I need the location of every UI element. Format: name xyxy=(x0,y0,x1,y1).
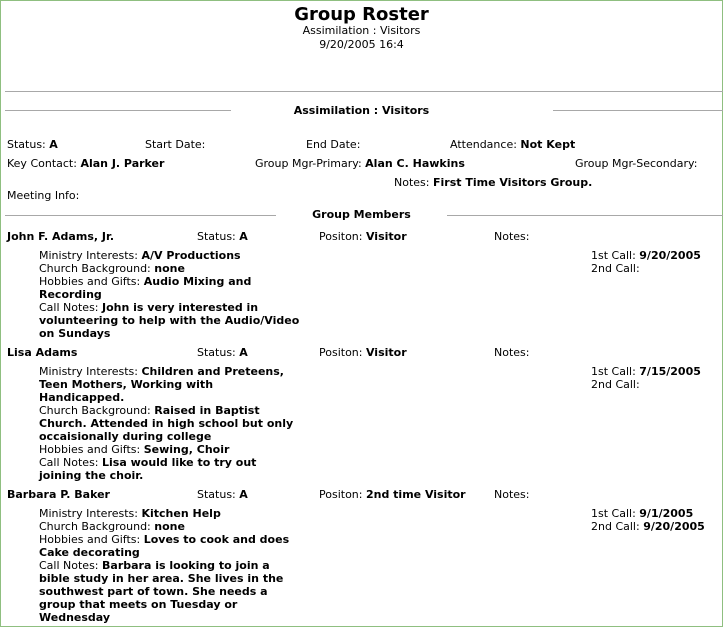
member-call-notes: Call Notes: John is very interested in volunteering to help with the Audio/Video on Sundays xyxy=(39,301,300,340)
report-timestamp: 9/20/2005 16:4 xyxy=(319,38,404,51)
group-mgr-secondary: Group Mgr-Secondary: xyxy=(575,157,698,170)
member-hobbies: Hobbies and Gifts: Loves to cook and does Cake decorating xyxy=(39,533,290,559)
member-name: Lisa Adams xyxy=(7,346,78,359)
member-calls xyxy=(591,249,721,275)
member-church: Church Background: none xyxy=(39,262,185,275)
member-calls xyxy=(591,507,721,533)
group-end-date: End Date: xyxy=(306,138,361,151)
member-call-notes: Call Notes: Barbara is looking to join a bible study in her area. She lives in the southwest part of town. She needs a group that meets on Tuesday or Wednesday xyxy=(39,559,284,624)
header-divider xyxy=(5,91,723,92)
member-hobbies: Hobbies and Gifts: Audio Mixing and Recording xyxy=(39,275,252,301)
members-heading-rule-right xyxy=(447,215,723,216)
member-church: Church Background: none xyxy=(39,520,185,533)
member-first-call: 1st Call: 9/1/2005 xyxy=(591,507,694,520)
group-start-date: Start Date: xyxy=(145,138,206,151)
member-status: Status: A xyxy=(197,230,248,243)
member-hobbies: Hobbies and Gifts: Sewing, Choir xyxy=(39,443,230,456)
member-notes: Notes: xyxy=(494,488,530,501)
member-position: Positon: 2nd time Visitor xyxy=(319,488,466,501)
member-notes: Notes: xyxy=(494,230,530,243)
member-notes: Notes: xyxy=(494,346,530,359)
member-ministry: Ministry Interests: A/V Productions xyxy=(39,249,241,262)
member-call-notes: Call Notes: Lisa would like to try out joining the choir. xyxy=(39,456,257,482)
group-key-contact: Key Contact: Alan J. Parker xyxy=(7,157,165,170)
member-name: John F. Adams, Jr. xyxy=(7,230,115,243)
member-details xyxy=(39,249,301,340)
member-calls xyxy=(591,365,721,391)
members-heading: Group Members xyxy=(312,208,411,221)
member-second-call: 2nd Call: xyxy=(591,262,640,275)
group-meeting-info: Meeting Info: xyxy=(7,189,80,202)
member-first-call: 1st Call: 9/20/2005 xyxy=(591,249,701,262)
member-name: Barbara P. Baker xyxy=(7,488,110,501)
page-title: Group Roster xyxy=(294,4,429,25)
group-heading-rule-right xyxy=(553,110,723,111)
group-heading: Assimilation : Visitors xyxy=(293,104,430,117)
member-status: Status: A xyxy=(197,488,248,501)
member-details xyxy=(39,365,301,482)
member-details xyxy=(39,507,301,624)
member-church: Church Background: Raised in Baptist Church. Attended in high school but only occaisionally during college xyxy=(39,404,294,443)
member-position: Positon: Visitor xyxy=(319,346,407,359)
member-status: Status: A xyxy=(197,346,248,359)
page-subtitle: Assimilation : Visitors xyxy=(302,24,421,37)
member-second-call: 2nd Call: 9/20/2005 xyxy=(591,520,705,533)
member-position: Positon: Visitor xyxy=(319,230,407,243)
member-second-call: 2nd Call: xyxy=(591,378,640,391)
member-ministry: Ministry Interests: Children and Preteens, Teen Mothers, Working with Handicapped. xyxy=(39,365,284,404)
group-notes: Notes: First Time Visitors Group. xyxy=(394,176,593,189)
member-ministry: Ministry Interests: Kitchen Help xyxy=(39,507,221,520)
member-first-call: 1st Call: 7/15/2005 xyxy=(591,365,701,378)
group-status: Status: A xyxy=(7,138,58,151)
group-mgr-primary: Group Mgr-Primary: Alan C. Hawkins xyxy=(255,157,465,170)
group-attendance: Attendance: Not Kept xyxy=(450,138,576,151)
